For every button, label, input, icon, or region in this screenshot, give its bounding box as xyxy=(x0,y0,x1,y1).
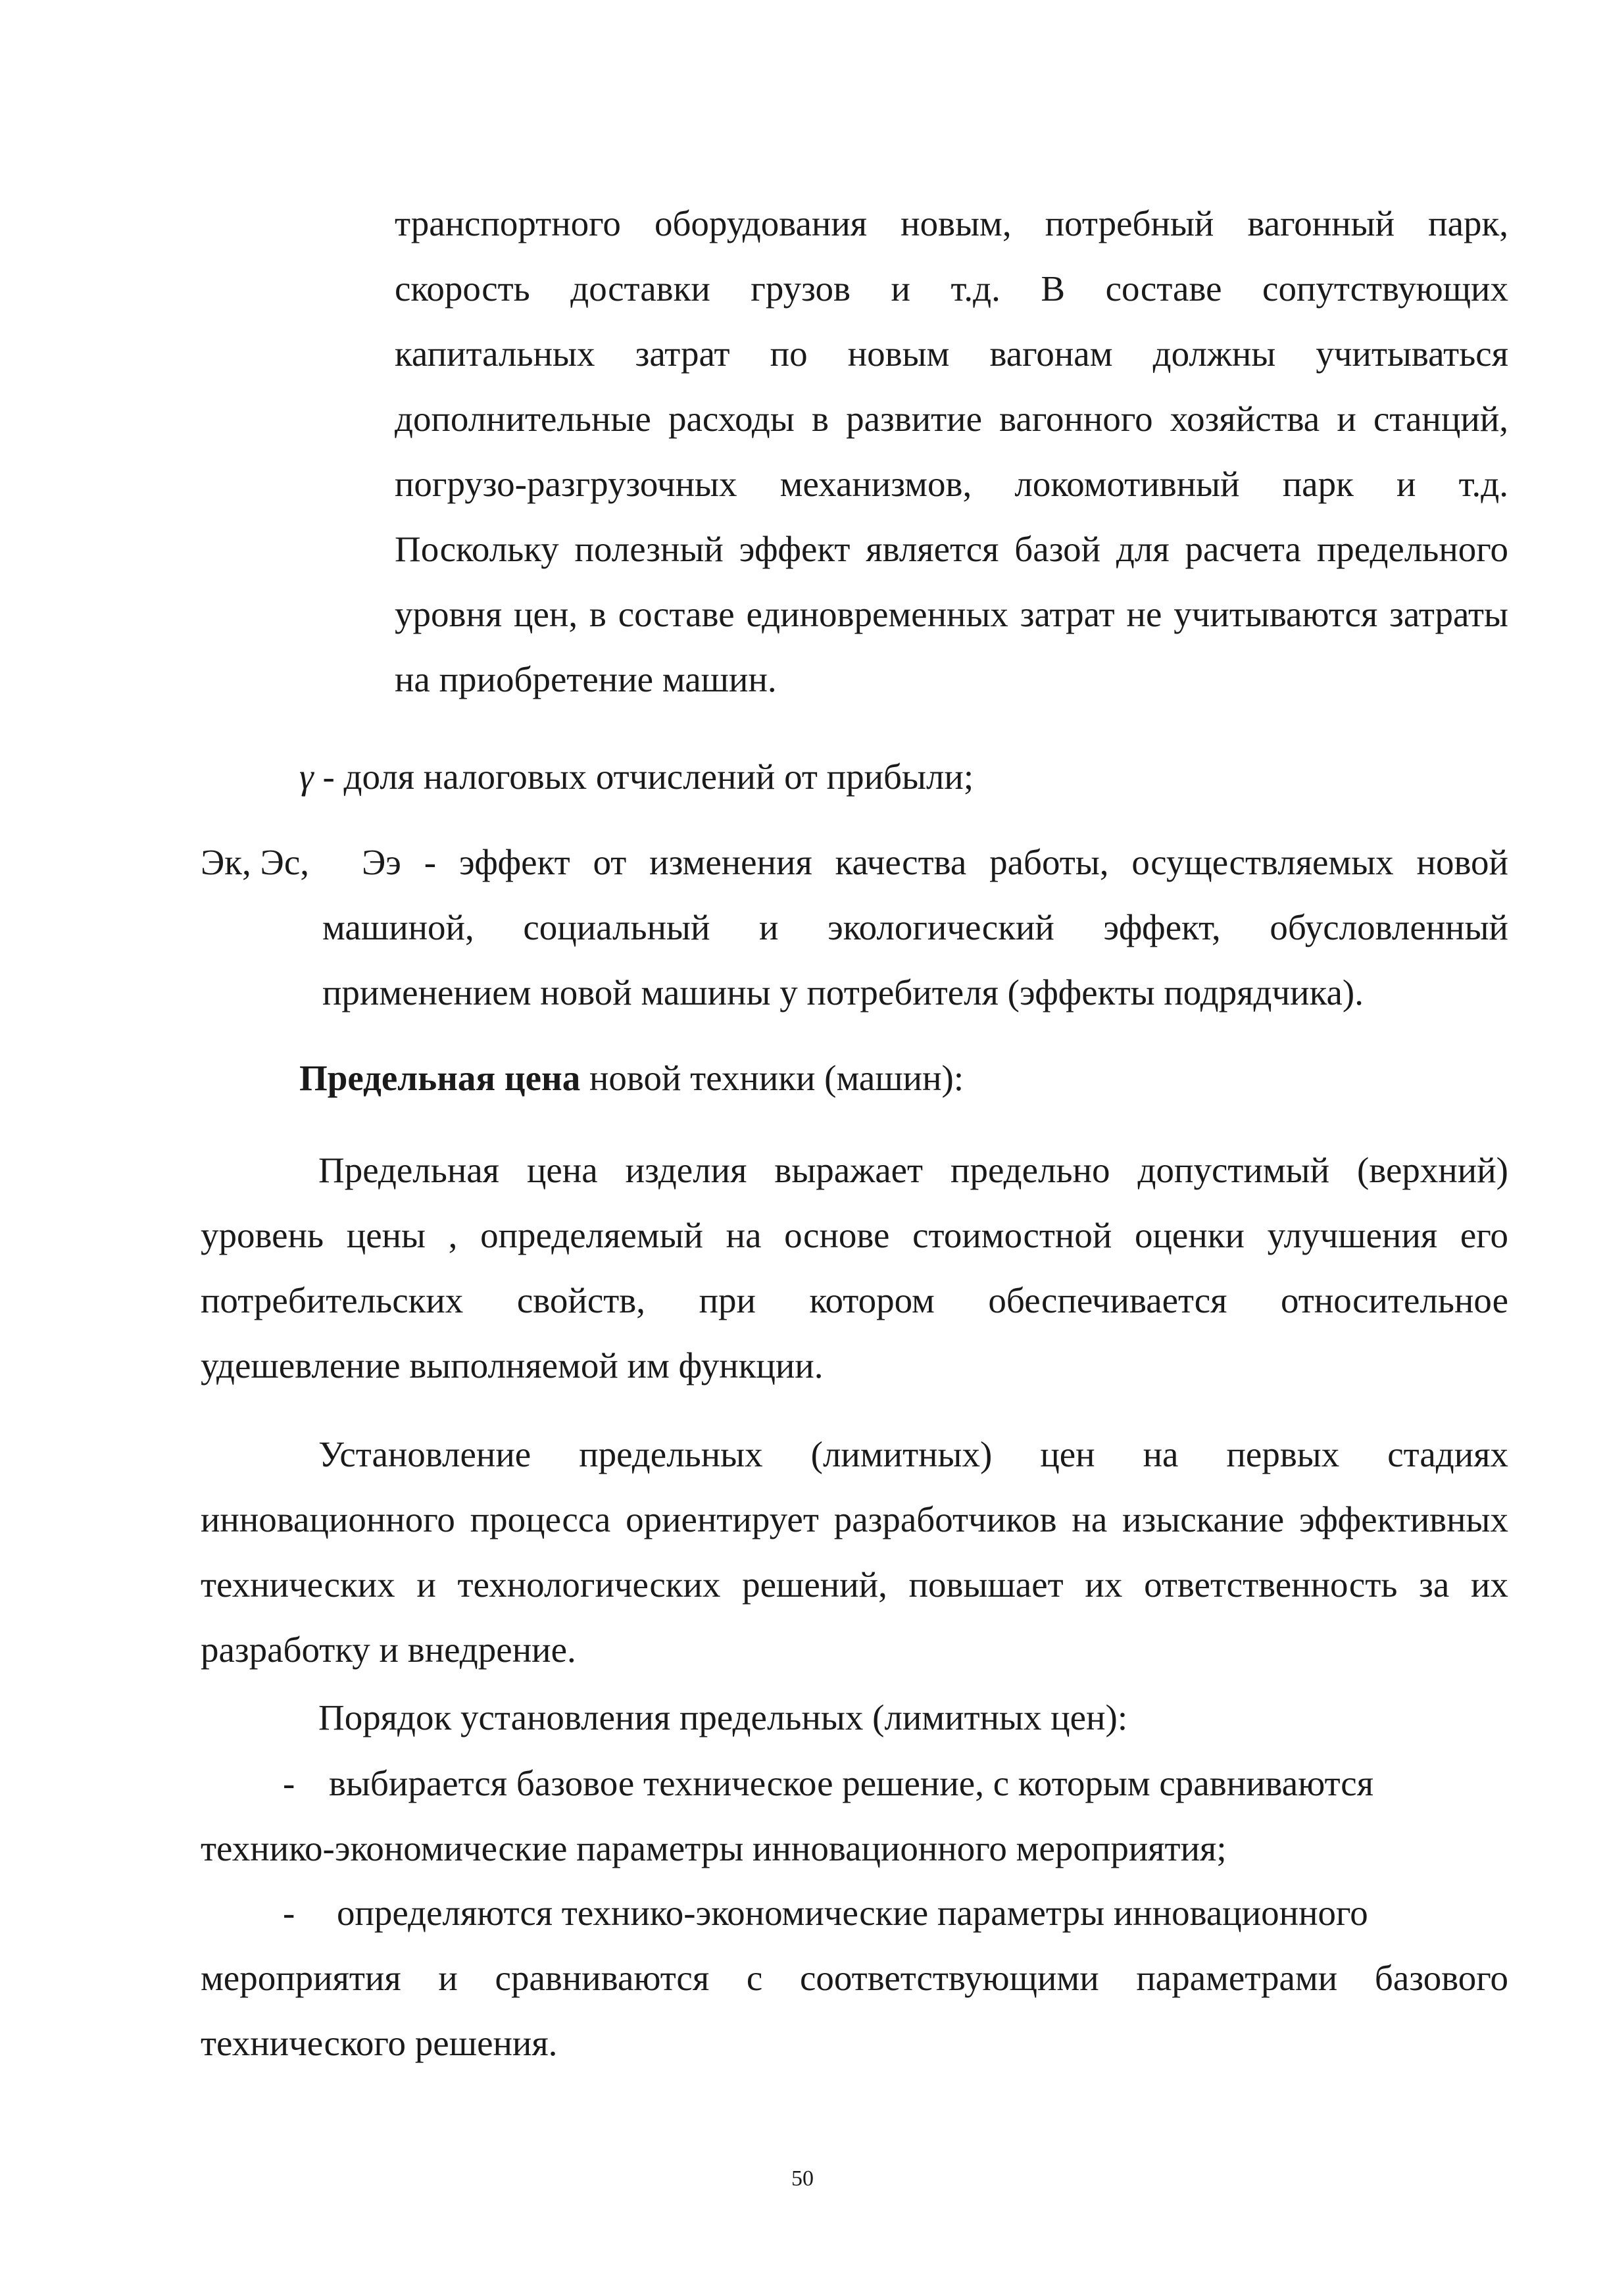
text-line: скорость доставки грузов и т.д. В составе сопутствующих xyxy=(395,268,1508,309)
text-line: уровня цен, в составе единовременных затрат не учитываются затраты xyxy=(395,594,1508,634)
bullet-dash: - xyxy=(283,1893,295,1933)
text-line: удешевление выполняемой им функции. xyxy=(201,1345,824,1385)
text-line: уровень цены , определяемый на основе стоимостной оценки улучшения его xyxy=(201,1215,1508,1255)
heading-bold: Предельная цена xyxy=(299,1058,581,1098)
text-line: транспортного оборудования новым, потребный вагонный парк, xyxy=(395,203,1508,243)
text-line: Ээ - эффект от изменения качества работы, осуществляемых новой xyxy=(362,842,1508,882)
heading-rest: новой техники (машин): xyxy=(580,1058,964,1098)
text-line: Предельная цена изделия выражает предельно допустимый (верхний) xyxy=(318,1150,1508,1190)
text-line: погрузо-разгрузочных механизмов, локомотивный парк и т.д. xyxy=(395,464,1508,504)
text-line: технического решения. xyxy=(201,2023,558,2063)
section-heading xyxy=(299,1057,964,1100)
text-line: на приобретение машин. xyxy=(395,659,777,699)
page-number: 50 xyxy=(791,2166,814,2191)
paragraph-procedure: Порядок установления предельных (лимитных цен): xyxy=(318,1697,1128,1737)
text-line: технических и технологических решений, повышает их ответственность за их xyxy=(201,1564,1508,1605)
text-line: капитальных затрат по новым вагонам должны учитываться xyxy=(395,334,1508,374)
gamma-symbol: γ xyxy=(299,757,314,797)
text-line: машиной, социальный и экологический эффект, обусловленный xyxy=(322,907,1508,947)
text-line: мероприятия и сравниваются с соответствующими параметрами базового xyxy=(201,1958,1508,1998)
text-line: Установление предельных (лимитных) цен на первых стадиях xyxy=(318,1434,1508,1474)
gamma-text: - доля налоговых отчислений от прибыли; xyxy=(313,757,974,797)
text-line: технико-экономические параметры инновационного мероприятия; xyxy=(201,1828,1227,1868)
text-line: Поскольку полезный эффект является базой для расчета предельного xyxy=(395,529,1508,569)
text-line: потребительских свойств, при котором обеспечивается относительное xyxy=(201,1280,1508,1320)
text-line: применением новой машины у потребителя (эффекты подрядчика). xyxy=(322,972,1364,1012)
text-line: выбирается базовое техническое решение, с которым сравниваются xyxy=(329,1763,1373,1803)
effects-label: Эк, Эс, xyxy=(201,842,309,882)
text-line: инновационного процесса ориентирует разработчиков на изыскание эффективных xyxy=(201,1499,1508,1539)
text-line: дополнительные расходы в развитие вагонного хозяйства и станций, xyxy=(395,399,1508,439)
bullet-dash: - xyxy=(283,1763,295,1803)
text-line: разработку и внедрение. xyxy=(201,1630,576,1670)
text-line: определяются технико-экономические параметры инновационного xyxy=(337,1893,1368,1933)
gamma-definition xyxy=(299,755,974,799)
